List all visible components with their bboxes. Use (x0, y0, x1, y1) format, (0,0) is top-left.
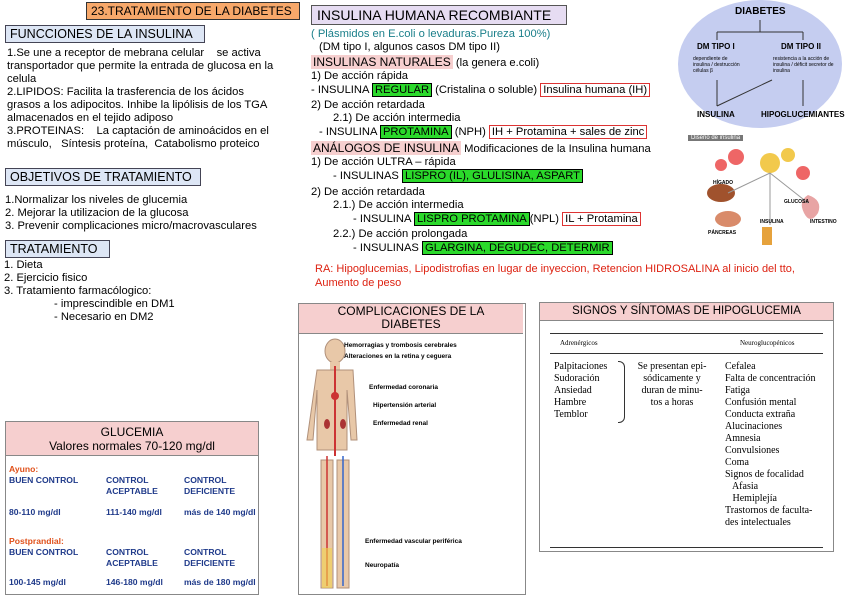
col-header: CONTROL DEFICIENTE (184, 475, 236, 496)
ultra-prefix: - INSULINAS (333, 170, 403, 182)
diagram-insulina: INSULINA (697, 110, 735, 119)
objetivos-line: 3. Prevenir complicaciones micro/macrovasculares (5, 220, 257, 232)
funciones-header: FUNCCIONES DE LA INSULINA (5, 25, 205, 43)
neuro-item: Trastornos de faculta- (725, 505, 813, 516)
ih-protamina-box: IH + Protamina + sales de zinc (489, 125, 647, 139)
funciones-line: celula (7, 73, 37, 85)
naturales-suffix: (la genera e.coli) (452, 57, 540, 69)
tratamiento-text (4, 259, 304, 324)
protamina-box: PROTAMINA (380, 125, 452, 139)
glucemia-subtitle: Valores normales 70-120 mg/dl (49, 439, 215, 453)
complicaciones-title: COMPLICACIONES DE LA DIABETES (337, 304, 485, 331)
ayuno-value: 80-110 mg/dl (9, 507, 61, 517)
muscle-shape (715, 211, 741, 227)
glucemia-header (6, 422, 258, 456)
signos-header: SIGNOS Y SÍNTOMAS DE HIPOGLUCEMIA (540, 303, 833, 321)
adrenergico-item: Ansiedad (554, 385, 592, 396)
post-value: 146-180 mg/dl (106, 577, 163, 587)
blood-cell (796, 166, 810, 180)
funciones-line: grasos a los adipocitos. Inhibe la lipólisis de los TGA (7, 99, 268, 111)
insulina-header: INSULINA HUMANA RECOMBIANTE (311, 5, 567, 25)
complicacion-label: Enfermedad vascular periférica (365, 538, 462, 545)
blood-cell (728, 149, 744, 165)
neuro-item: Cefalea (725, 361, 756, 372)
organs-insulina: INSULINA (760, 219, 784, 225)
analogos-suffix: Modificaciones de la Insulina humana (461, 143, 651, 155)
ih-box: Insulina humana (IH) (540, 83, 650, 97)
regular-suffix: (Cristalina o soluble) (432, 84, 541, 96)
adrenergico-item: Palpitaciones (554, 361, 608, 372)
diagram-root: DIABETES (735, 6, 786, 17)
neuro-item: Signos de focalidad (725, 469, 804, 480)
ayuno-value: más de 140 mg/dl (184, 507, 256, 517)
rapida-text: 1) De acción rápida (311, 70, 409, 82)
ultra-text: 1) De acción ULTRA – rápida (311, 156, 456, 168)
funciones-line: músculo, Síntesis proteína, Catabolismo proteico (7, 138, 260, 150)
ayuno-label: Ayuno: (9, 464, 39, 474)
objetivos-text (5, 194, 305, 233)
neuro-item: Coma (725, 457, 749, 468)
tratamiento-line: - imprescindible en DM1 (54, 298, 175, 310)
signos-rule2 (550, 353, 823, 354)
page-title: 23.TRATAMIENTO DE LA DIABETES (86, 2, 300, 20)
col-header: BUEN CONTROL (9, 475, 79, 485)
neuro-item: Alucinaciones (725, 421, 783, 432)
signos-card (539, 302, 834, 552)
lispro-suffix: (NPL) (529, 213, 563, 225)
signos-col2: Neuroglucopénicos (740, 339, 795, 347)
neuro-list (725, 361, 816, 529)
neuro-item: Conducta extraña (725, 409, 796, 420)
signos-middle-line: Se presentan epi- (637, 361, 707, 372)
pancreas-shape (762, 227, 772, 245)
tratamiento-line: 3. Tratamiento farmacólogico: (4, 285, 152, 297)
adrenergicos-list (554, 361, 607, 421)
neuro-item: Convulsiones (725, 445, 780, 456)
neuro-item: des intelectuales (725, 517, 791, 528)
glucemia-title: GLUCEMIA (100, 425, 164, 439)
diagram-hipo: HIPOGLUCEMIANTES (761, 110, 845, 119)
signos-middle-line: sódicamente y (643, 373, 701, 384)
signos-middle-line: tos a horas (650, 397, 694, 408)
funciones-line: 3.PROTEINAS: La captación de aminoácidos en el (7, 125, 269, 137)
tratamiento-line: 1. Dieta (4, 259, 43, 271)
diabetes-diagram (677, 0, 843, 128)
prolongada-prefix: - INSULINAS (353, 242, 423, 254)
adrenergico-item: Hambre (554, 397, 587, 408)
ra-text: RA: Hipoglucemias, Lipodistrofias en lugar de inyeccion, Retencion HIDROSALINA al inicio del tto, Aumento de peso (315, 263, 795, 289)
funciones-text (7, 47, 307, 151)
organs-arrow (728, 173, 770, 193)
regular-prefix: - INSULINA (311, 84, 372, 96)
blood-cell (715, 159, 727, 171)
tratamiento-line: 2. Ejercicio fisico (4, 272, 88, 284)
prolongada-text: 2.2.) De acción prolongada (333, 228, 468, 240)
post-value: 100-145 mg/dl (9, 577, 66, 587)
regular-box: REGULAR (372, 83, 432, 97)
objetivos-line: 2. Mejorar la utilizacion de la glucosa (5, 207, 189, 219)
complicacion-label: Hipertensión arterial (373, 402, 437, 409)
brace (618, 361, 625, 423)
intermedia-text: 2.1) De acción intermedia (333, 112, 461, 124)
adrenergico-item: Sudoración (554, 373, 600, 384)
glucemia-card (5, 421, 259, 595)
neuro-item: Fatiga (725, 385, 750, 396)
col-header: CONTROL ACEPTABLE (106, 475, 158, 496)
col-header: BUEN CONTROL (9, 547, 79, 557)
organs-higado: HÍGADO (713, 180, 733, 186)
tratamiento-header: TRATAMIENTO (5, 240, 110, 258)
neuro-item: Afasia (725, 481, 759, 492)
complicacion-label: Neuropatía (365, 562, 399, 569)
signos-rule3 (550, 547, 823, 548)
complicacion-label: Alteraciones en la retina y ceguera (344, 353, 452, 360)
human-body-figure (305, 336, 365, 594)
col-header: CONTROL ACEPTABLE (106, 547, 158, 568)
complicaciones-card (298, 303, 526, 595)
post-value: más de 180 mg/dl (184, 577, 256, 587)
col-header: CONTROL DEFICIENTE (184, 547, 236, 568)
organs-intestino: INTESTINO (810, 219, 837, 225)
adrenergico-item: Temblor (554, 409, 588, 420)
organs-svg (688, 135, 844, 255)
funciones-line: 1.Se une a receptor de mebrana celular se activa (7, 47, 261, 59)
lispro-box: LISPRO PROTAMINA (414, 212, 530, 226)
prolongada-box: GLARGINA, DEGUDEC, DETERMIR (422, 241, 613, 255)
diagram-dm1-desc: dependiente de insulina / destrucción células β (693, 56, 740, 74)
signos-middle-line: duran de minu- (641, 385, 703, 396)
plasmidos-text: ( Plásmidos en E.coli o levaduras.Pureza 100%) (311, 28, 551, 40)
protamina-suffix: (NPH) (451, 126, 489, 138)
diagram-dm2: DM TIPO II (781, 42, 821, 51)
complicacion-label: Enfermedad coronaria (369, 384, 438, 391)
post-label: Postprandial: (9, 536, 64, 546)
signos-col1: Adrenérgicos (560, 339, 598, 347)
ultra-box: LISPRO (IL), GLULISINA, ASPART (402, 169, 583, 183)
complicacion-label: Hemorragias y trombosis cerebrales (344, 342, 457, 349)
liver-shape (707, 184, 735, 202)
neuro-item: Falta de concentración (725, 373, 816, 384)
analogos-label: ANÁLOGOS DE INSULINA (313, 141, 460, 155)
neuro-item: Confusión mental (725, 397, 797, 408)
protamina-prefix: - INSULINA (319, 126, 380, 138)
complicaciones-header (299, 304, 523, 334)
tratamiento-line: - Necesario en DM2 (54, 311, 154, 323)
diagram-dm2-desc: resistencia a la acción de insulina / déficit secretor de insulina (773, 56, 834, 74)
objetivos-header: OBJETIVOS DE TRATAMIENTO (5, 168, 201, 186)
intermedia2-text: 2.1.) De acción intermedia (333, 199, 464, 211)
glucose-sphere (781, 148, 795, 162)
organs-pancreas: PÁNCREAS (708, 230, 737, 236)
funciones-line: 2.LIPIDOS: Facilita la trasferencia de los ácidos (7, 86, 244, 98)
retardada-text: 2) De acción retardada (311, 99, 425, 111)
il-protamina-box: IL + Protamina (562, 212, 641, 226)
complicacion-label: Enfermedad renal (373, 420, 428, 427)
funciones-line: almacenados en el tejido adiposo (7, 112, 174, 124)
glucose-sphere (760, 153, 780, 173)
objetivos-line: 1.Normalizar los niveles de glucemia (5, 194, 188, 206)
ayuno-value: 111-140 mg/dl (106, 507, 162, 517)
naturales-label: INSULINAS NATURALES (313, 55, 451, 69)
insulina-section (311, 28, 681, 255)
neuro-item: Hemiplejía (725, 493, 777, 504)
retardada2-text: 2) De acción retardada (311, 186, 425, 198)
diagram-dm1: DM TIPO I (697, 42, 735, 51)
organs-banner: Diseño de insulina (688, 135, 743, 141)
organs-glucosa: GLUCOSA (784, 199, 809, 205)
funciones-line: transportador que permite la entrada de glucosa en la (7, 60, 274, 72)
signos-rule (550, 333, 823, 334)
dm-text: (DM tipo I, algunos casos DM tipo II) (319, 41, 500, 53)
lispro-prefix: - INSULINA (353, 213, 414, 225)
signos-middle (630, 361, 714, 409)
neuro-item: Amnesia (725, 433, 761, 444)
organs-diagram (688, 135, 844, 255)
